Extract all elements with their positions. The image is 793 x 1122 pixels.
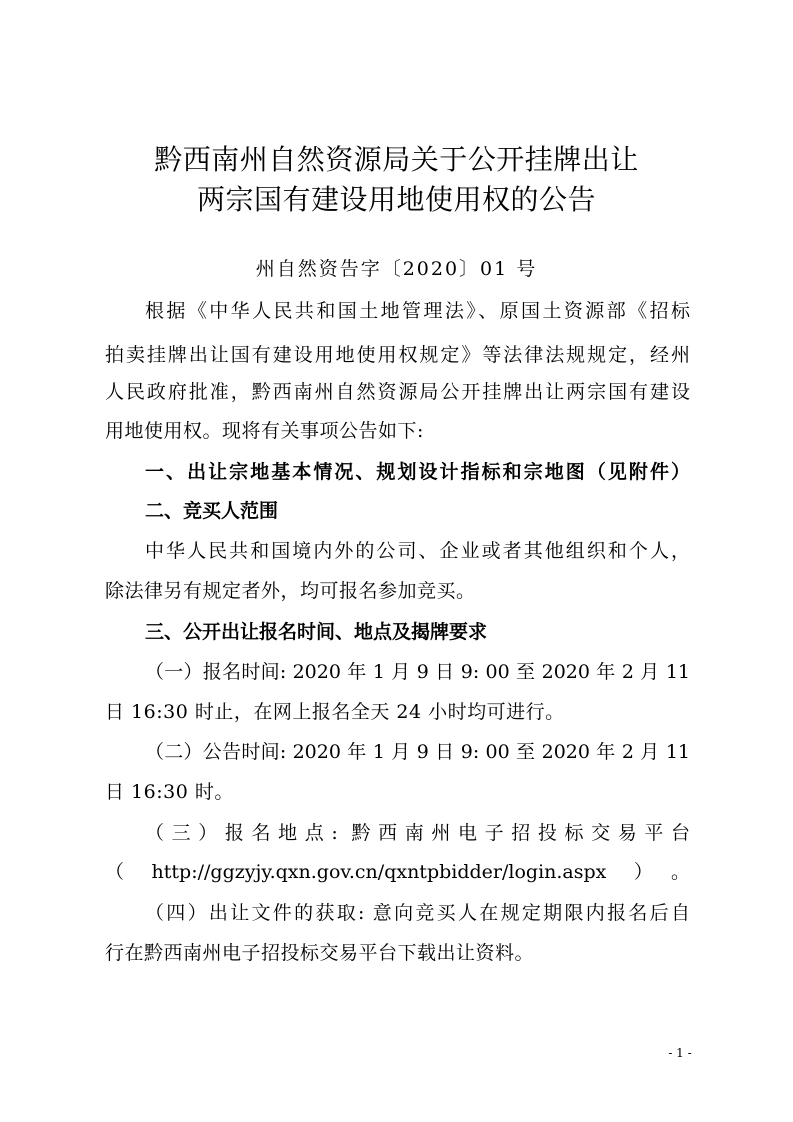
section-3-item-4-line-1: （四）出让文件的获取: 意向竞买人在规定期限内报名后自	[145, 902, 690, 924]
section-3-item-2-line-1: （二）公告时间: 2020 年 1 月 9 日 9: 00 至 2020 年 2 月 11	[145, 741, 690, 763]
intro-line-4: 用地使用权。现将有关事项公告如下:	[105, 420, 424, 442]
page-title-line-2: 两宗国有建设用地使用权的公告	[196, 183, 596, 216]
section-3-item-2-line-2: 日 16:30 时。	[105, 781, 234, 803]
section-1-heading: 一、出让宗地基本情况、规划设计指标和宗地图（见附件）	[145, 461, 690, 483]
section-3-item-1-line-1: （一）报名时间: 2020 年 1 月 9 日 9: 00 至 2020 年 2 月 11	[145, 661, 690, 683]
section-3-item-4-line-2: 行在黔西南州电子招投标交易平台下载出让资料。	[105, 942, 535, 964]
page-title-line-1: 黔西南州自然资源局关于公开挂牌出让	[154, 143, 639, 176]
section-3-item-1-line-2: 日 16:30 时止，在网上报名全天 24 小时均可进行。	[105, 701, 565, 723]
section-2-line-1: 中华人民共和国境内外的公司、企业或者其他组织和个人，	[145, 540, 690, 562]
section-3-heading: 三、公开出让报名时间、地点及揭牌要求	[145, 621, 488, 643]
section-2-heading: 二、竞买人范围	[145, 500, 279, 522]
page-number: - 1 -	[668, 1046, 692, 1060]
document-number: 州自然资告字〔2020〕01 号	[255, 258, 538, 280]
intro-line-3: 人民政府批准，黔西南州自然资源局公开挂牌出让两宗国有建设	[105, 381, 690, 403]
section-3-item-3-url: （http://ggzyjy.qxn.gov.cn/qxntpbidder/login.aspx）。	[105, 861, 690, 883]
intro-line-1: 根据《中华人民共和国土地管理法》、原国土资源部《招标	[145, 300, 690, 322]
section-3-item-3-line-1: （三）报名地点: 黔西南州电子招投标交易平台	[145, 822, 690, 844]
section-2-line-2: 除法律另有规定者外，均可报名参加竞买。	[105, 580, 476, 602]
intro-line-2: 拍卖挂牌出让国有建设用地使用权规定》等法律法规规定，经州	[105, 344, 690, 366]
